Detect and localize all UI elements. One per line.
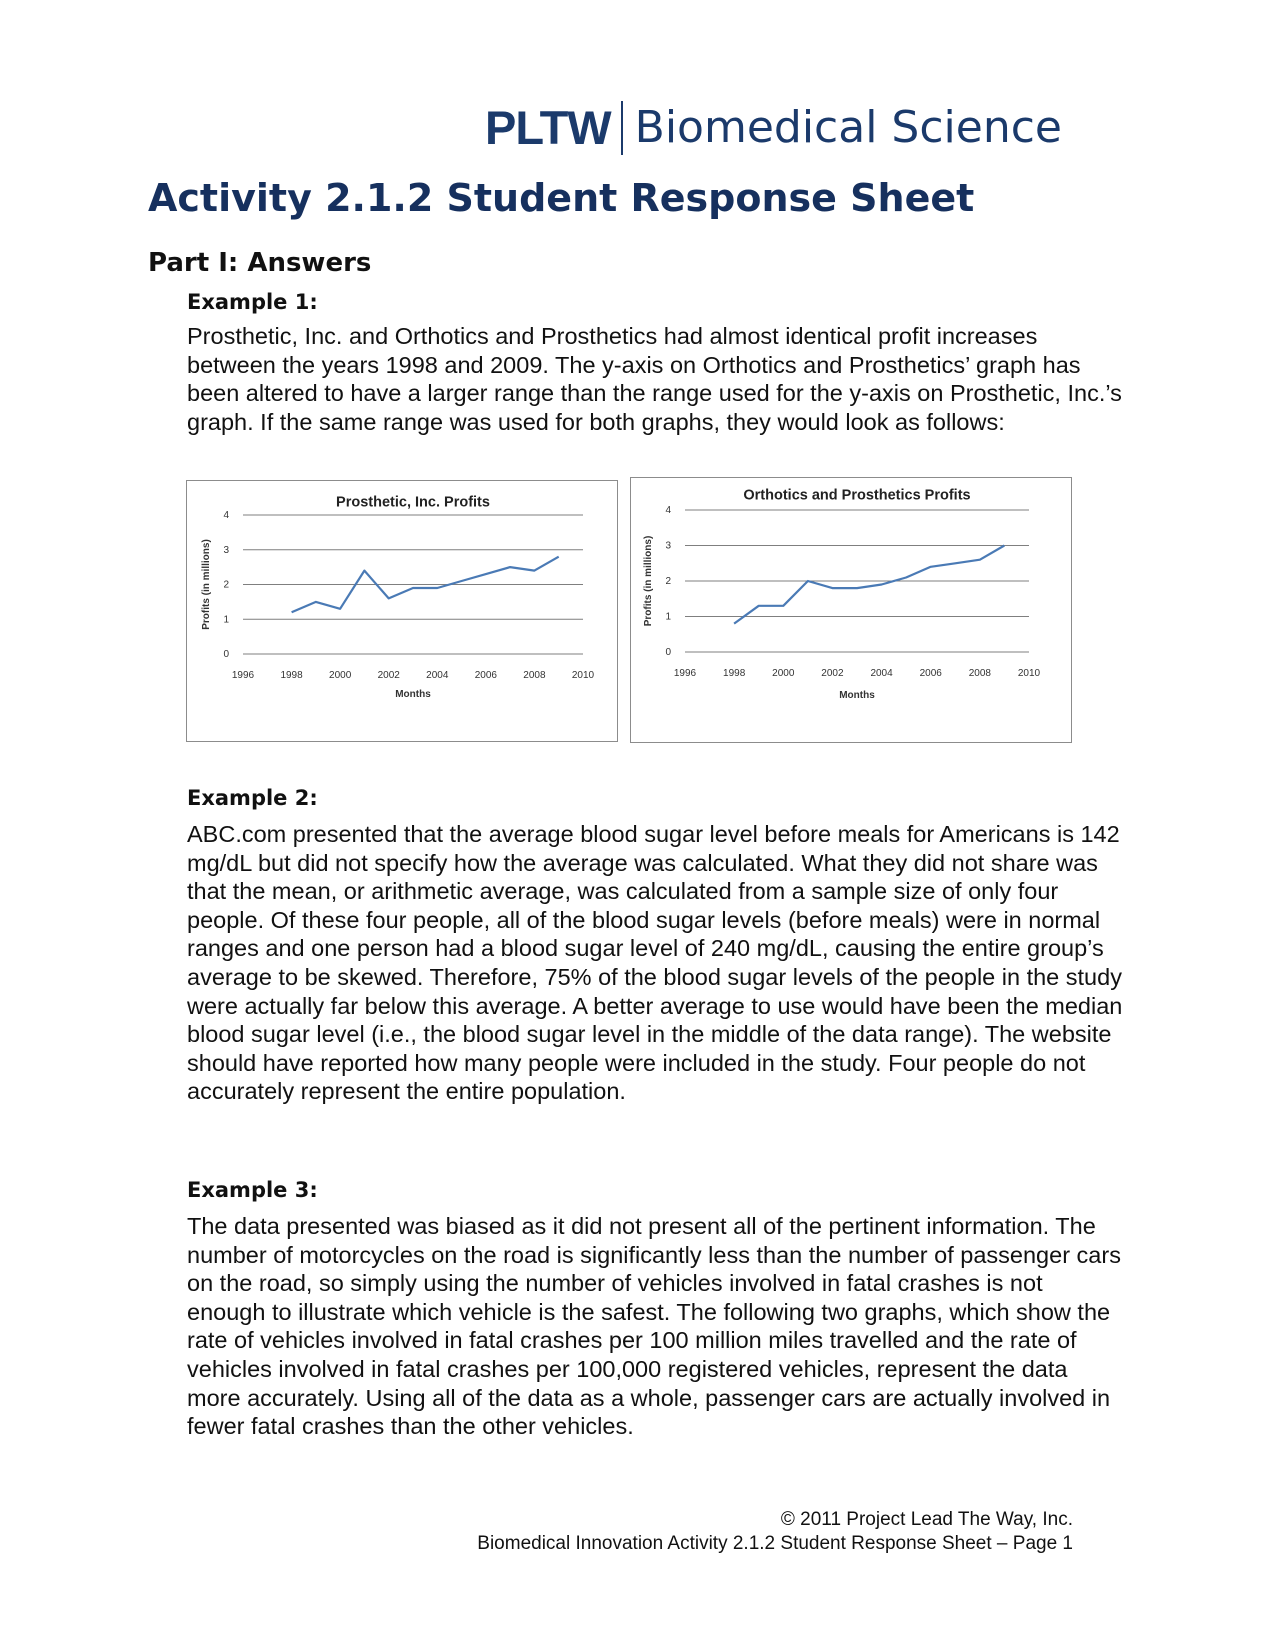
y-tick-label: 1 <box>223 614 229 626</box>
example-2-heading: Example 2: <box>187 786 318 810</box>
x-tick-label: 2000 <box>329 670 352 681</box>
chart-title: Prosthetic, Inc. Profits <box>336 494 490 511</box>
chart-svg-prosthetic-inc <box>187 481 617 741</box>
y-axis-label: Profits (in millions) <box>643 535 654 627</box>
pltw-logo <box>485 100 1062 155</box>
example-1-text: Prosthetic, Inc. and Orthotics and Prosthetics had almost identical profit increases between the years 1998 and 2009. The y-axis on Orthotics and Prosthetics’ graph has been altered to have a larger range than the range used for the y-axis on Prosthetic, Inc.’s graph. If the same range was used for both graphs, they would look as follows: <box>187 323 1122 435</box>
y-tick-label: 4 <box>223 510 229 521</box>
chart-orthotics-prosthetics <box>630 477 1072 743</box>
y-tick-label: 0 <box>223 649 229 660</box>
logo-divider <box>621 101 623 155</box>
y-tick-label: 1 <box>665 611 671 623</box>
x-axis-label: Months <box>395 689 431 700</box>
x-tick-label: 2002 <box>377 670 400 681</box>
x-tick-label: 2010 <box>1017 668 1041 679</box>
part-heading: Part I: Answers <box>148 248 372 278</box>
x-tick-label: 1998 <box>280 670 303 681</box>
y-tick-label: 2 <box>223 579 229 591</box>
example-2-text: ABC.com presented that the average blood sugar level before meals for Americans is 142 mg/dL but did not specify how the average was calculated. What they did not share was that the mean, or arithmetic average, was calculated from a sample size of only four people. Of these four people, all of the blood sugar levels (before meals) were in normal ranges and one person had a blood sugar level of 240 mg/dL, causing the entire group’s average to be skewed. Therefore, 75% of the blood sugar levels of the people in the study were actually far below this average. A better average to use would have been the median blood sugar level (i.e., the blood sugar level in the middle of the data range). The website should have reported how many people were included in the study. Four people do not accurately represent the entire population. <box>187 821 1123 1105</box>
y-tick-label: 0 <box>665 647 671 658</box>
y-tick-label: 3 <box>665 540 671 552</box>
x-tick-label: 2008 <box>523 670 546 681</box>
example-3-text: The data presented was biased as it did not present all of the pertinent information. The number of motorcycles on the road is significantly less than the number of passenger cars on the road, so simply using the number of vehicles involved in fatal crashes is not enough to illustrate which vehicle is the safest. The following two graphs, which show the rate of vehicles involved in fatal crashes per 100 million miles travelled and the rate of vehicles involved in fatal crashes per 100,000 registered vehicles, represent the data more accurately. Using all of the data as a whole, passenger cars are actually involved in fewer fatal crashes than the other vehicles. <box>187 1213 1121 1440</box>
y-tick-label: 3 <box>223 544 229 556</box>
x-axis-label: Months <box>839 690 875 701</box>
chart-prosthetic-inc <box>186 480 618 742</box>
document-title: Activity 2.1.2 Student Response Sheet <box>148 176 975 220</box>
series-line <box>734 546 1004 624</box>
y-axis-label: Profits (in millions) <box>201 539 212 630</box>
chart-title: Orthotics and Prosthetics Profits <box>743 487 971 504</box>
x-tick-label: 2010 <box>571 670 595 681</box>
x-tick-label: 1996 <box>673 668 697 679</box>
x-tick-label: 2004 <box>870 668 893 679</box>
x-tick-label: 2002 <box>821 668 844 679</box>
example-3-heading: Example 3: <box>187 1178 318 1202</box>
logo-name: Biomedical Science <box>634 102 1062 153</box>
x-tick-label: 2008 <box>968 668 991 679</box>
chart-svg-orthotics-prosthetics <box>631 478 1071 742</box>
x-tick-label: 1996 <box>231 670 255 681</box>
footer-copyright: © 2011 Project Lead The Way, Inc. <box>780 1509 1073 1530</box>
footer-page-line: Biomedical Innovation Activity 2.1.2 Student Response Sheet – Page 1 <box>477 1533 1073 1554</box>
y-tick-label: 2 <box>665 576 671 587</box>
example-1-heading: Example 1: <box>187 290 318 314</box>
y-tick-label: 4 <box>665 505 671 516</box>
x-tick-label: 2006 <box>474 670 497 681</box>
x-tick-label: 2004 <box>426 670 449 681</box>
x-tick-label: 2000 <box>772 668 795 679</box>
logo-mark: PLTW <box>485 101 611 154</box>
x-tick-label: 2006 <box>919 668 942 679</box>
x-tick-label: 1998 <box>723 668 746 679</box>
